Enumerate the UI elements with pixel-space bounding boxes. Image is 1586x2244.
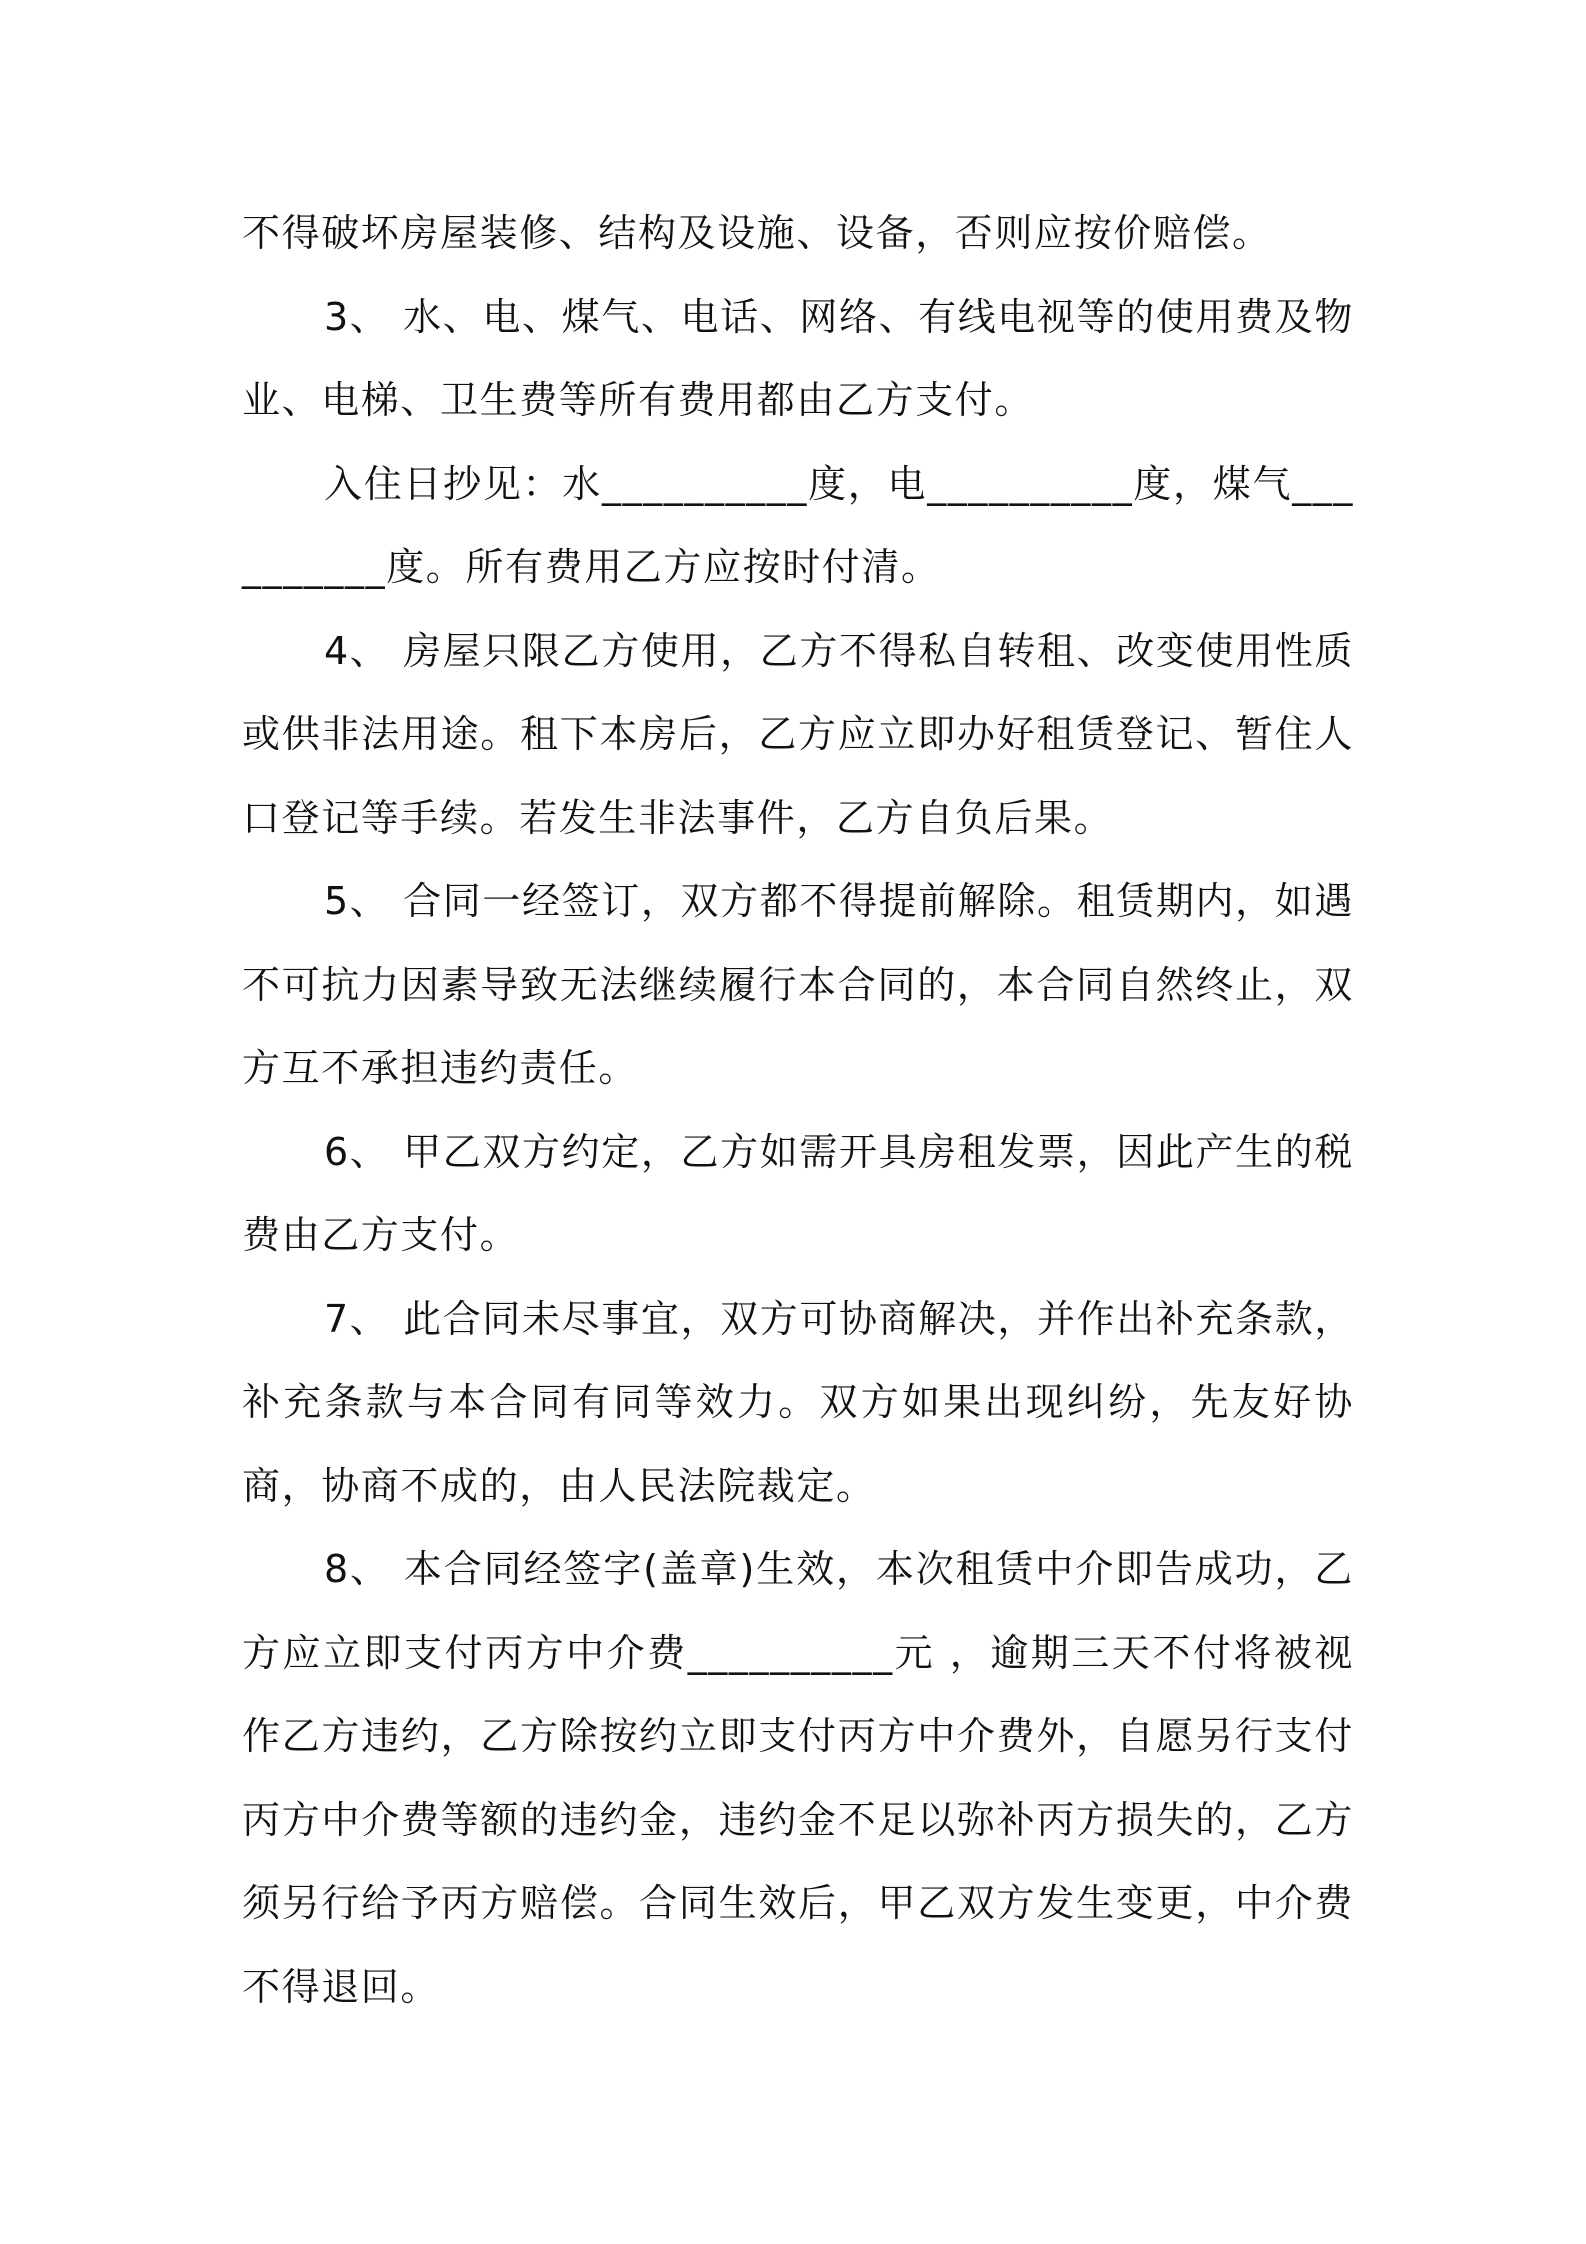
- paragraph-clause-7: 7、 此合同未尽事宜，双方可协商解决，并作出补充条款，补充条款与本合同有同等效力。双方如果出现纠纷，先友好协商，协商不成的，由人民法院裁定。: [242, 1296, 1354, 1508]
- paragraph-clause-3: 3、 水、电、煤气、电话、网络、有线电视等的使用费及物业、电梯、卫生费等所有费用都由乙方支付。: [242, 294, 1354, 422]
- paragraph-clause-8: 8、 本合同经签字(盖章)生效，本次租赁中介即告成功，乙方应立即支付丙方中介费__________元 ，逾期三天不付将被视作乙方违约，乙方除按约立即支付丙方中介费外，自愿另行支付丙方中介费等额的违约金，违约金不足以弥补丙方损失的，乙方须另行给予丙方赔偿。合同生效后，甲乙双方发生变更，中介费不得退回。: [242, 1547, 1354, 2009]
- paragraph-clause-5: 5、 合同一经签订，双方都不得提前解除。租赁期内，如遇不可抗力因素导致无法继续履行本合同的，本合同自然终止，双方互不承担违约责任。: [242, 879, 1354, 1090]
- paragraph-continuation: 不得破坏房屋装修、结构及设施、设备，否则应按价赔偿。: [242, 211, 1272, 255]
- contract-body: [242, 192, 1354, 2029]
- paragraph-clause-4: 4、 房屋只限乙方使用，乙方不得私自转租、改变使用性质或供非法用途。租下本房后，乙方应立即办好租赁登记、暂住人口登记等手续。若发生非法事件，乙方自负后果。: [242, 628, 1354, 840]
- paragraph-meter-reading: 入住日抄见：水__________度，电__________度，煤气__________度。所有费用乙方应按时付清。: [242, 461, 1354, 589]
- paragraph-clause-6: 6、 甲乙双方约定，乙方如需开具房租发票，因此产生的税费由乙方支付。: [242, 1129, 1354, 1257]
